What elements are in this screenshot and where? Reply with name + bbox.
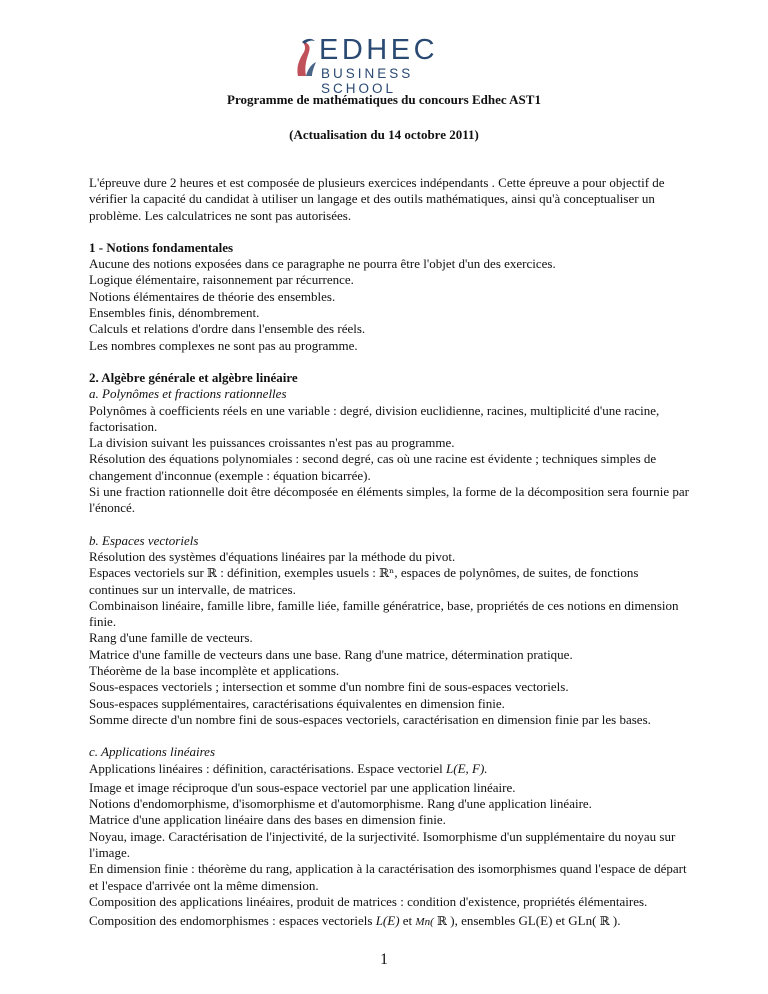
subsection-b-line: Sous-espaces vectoriels ; intersection et somme d'un nombre fini de sous-espaces vectoriels. — [89, 679, 569, 695]
section-1-line: Aucune des notions exposées dans ce paragraphe ne pourra être l'objet d'un des exercices. — [89, 256, 556, 272]
subsection-c-line: Matrice d'une application linéaire dans des bases en dimension finie. — [89, 812, 446, 828]
subsection-c-title: c. Applications linéaires — [89, 744, 216, 760]
linear-maps-line: Applications linéaires : définition, caractérisations. Espace vectoriel L(E, F). — [89, 760, 488, 776]
document-update-date: (Actualisation du 14 octobre 2011) — [289, 127, 479, 142]
subsection-b-line: Résolution des systèmes d'équations linéaires par la méthode du pivot. — [89, 548, 456, 564]
section-1-line: Logique élémentaire, raisonnement par récurrence. — [89, 272, 354, 288]
subsection-b-line: Somme directe d'un nombre fini de sous-espaces vectoriels, caractérisation en dimension finie par les bases. — [89, 711, 651, 727]
edhec-logo — [292, 34, 482, 96]
section-2-title: 2. Algèbre générale et algèbre linéaire — [89, 369, 298, 385]
subsection-b-line: Sous-espaces supplémentaires, caractérisations équivalentes en dimension finie. — [89, 695, 505, 711]
subsection-c-line: Notions d'endomorphisme, d'isomorphisme et d'automorphisme. Rang d'une application linéaire. — [89, 796, 592, 812]
reals-n-symbol: ℝⁿ — [379, 566, 395, 581]
subsection-b-line: Rang d'une famille de vecteurs. — [89, 630, 253, 646]
section-1-title: 1 - Notions fondamentales — [89, 239, 234, 255]
section-1-line: Ensembles finis, dénombrement. — [89, 305, 260, 321]
logo-subtitle-text: BUSINESS SCHOOL — [321, 66, 414, 96]
section-1-line: Les nombres complexes ne sont pas au programme. — [89, 337, 358, 353]
section-1-line: Calculs et relations d'ordre dans l'ensemble des réels. — [89, 321, 366, 337]
subsection-b-line: Matrice d'une famille de vecteurs dans une base. Rang d'une matrice, détermination pratique. — [89, 646, 573, 662]
endomorphisms-line: Composition des endomorphismes : espaces vectoriels L(E) et Mn( ℝ ), ensembles GL(E) et GLn( ℝ ). — [89, 913, 621, 929]
subsection-a-line: Si une fraction rationnelle doit être décomposée en éléments simples, la forme de la décomposition sera fournie par l'énoncé. — [89, 484, 689, 516]
subsection-a-title: a. Polynômes et fractions rationnelles — [89, 386, 287, 402]
intro-paragraph: L'épreuve dure 2 heures et est composée de plusieurs exercices indépendants . Cette épreuve a pour objectif de vérifier la capacité du candidat à utiliser un langage et des outils mathématiques, ainsi qu'à conceptualiser un problème. Les calculatrices ne sont pas autorisées. — [89, 175, 665, 223]
page-number: 1 — [380, 951, 388, 968]
subsection-b-line: Théorème de la base incomplète et applications. — [89, 663, 340, 679]
logo-figure-icon — [290, 36, 320, 80]
document-title: Programme de mathématiques du concours Edhec AST1 — [227, 92, 541, 107]
reals-symbol: ℝ — [207, 566, 218, 581]
subsection-b-line: Combinaison linéaire, famille libre, famille liée, famille génératrice, base, propriétés de ces notions en dimension finie. — [89, 597, 679, 630]
document-body — [89, 175, 689, 930]
subsection-c-line: En dimension finie : théorème du rang, application à la caractérisation des isomorphismes quand l'espace de départ et l'espace d'arrivée ont la même dimension. — [89, 861, 687, 893]
subsection-a-line: Polynômes à coefficients réels en une variable : degré, division euclidienne, racines, multiplicité d'une racine, factorisation. — [89, 402, 660, 434]
subsection-a-line: La division suivant les puissances croissantes n'est pas au programme. — [89, 435, 455, 451]
subsection-a-line: Résolution des équations polynomiales : second degré, cas où une racine est évidente ; techniques simples de changement d'inconnue (exemple : équation bicarrée). — [89, 451, 657, 483]
linear-maps-symbol: L(E, F). — [446, 760, 488, 776]
subsection-c-line: Image et image réciproque d'un sous-espace vectoriel par une application linéaire. — [89, 779, 516, 795]
subsection-b-title: b. Espaces vectoriels — [89, 532, 199, 548]
section-1-line: Notions élémentaires de théorie des ensembles. — [89, 288, 336, 304]
subsection-c-line: Composition des applications linéaires, produit de matrices : condition d'existence, propriétés élémentaires. — [89, 893, 648, 909]
vector-spaces-line: Espaces vectoriels sur ℝ : définition, exemples usuels : ℝⁿ, espaces de polynômes, de suites, de fonctions continues sur un intervalle, de matrices. — [89, 565, 639, 597]
logo-brand-text: EDHEC — [319, 34, 439, 66]
subsection-c-line: Noyau, image. Caractérisation de l'injectivité, de la surjectivité. Isomorphisme d'un supplémentaire du noyau sur l'image. — [89, 828, 676, 860]
